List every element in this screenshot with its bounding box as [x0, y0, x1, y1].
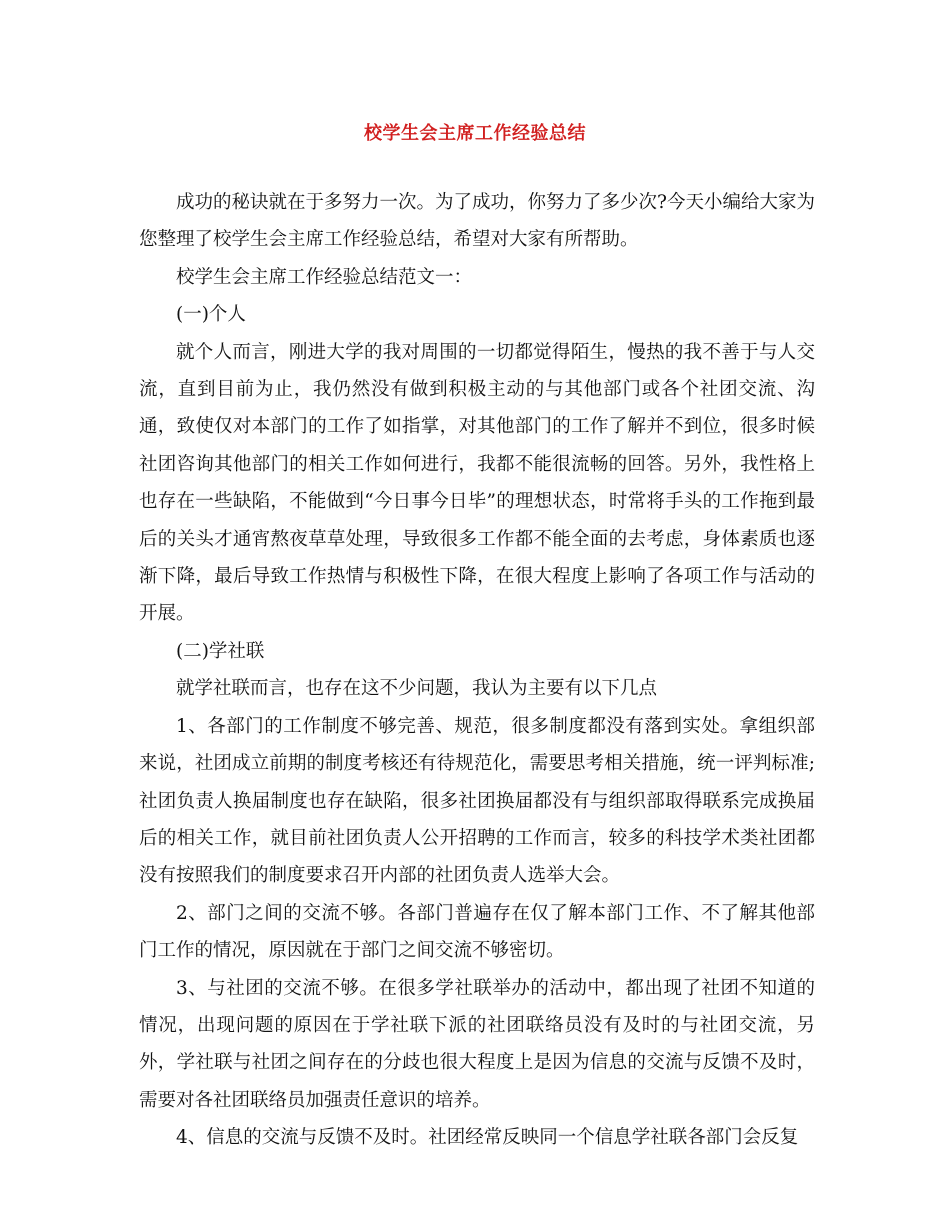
- paragraph-point-1: 1、各部门的工作制度不够完善、规范，很多制度都没有落到实处。拿组织部来说，社团成立前期的制度考核还有待规范化，需要思考相关措施，统一评判标准;社团负责人换届制度也存在缺陷，很多社团换届都没有与组织部取得联系完成换届后的相关工作，就目前社团负责人公开招聘的工作而言，较多的科技学术类社团都没有按照我们的制度要求召开内部的社团负责人选举大会。: [139, 715, 815, 887]
- paragraph-point-4: 4、信息的交流与反馈不及时。社团经常反映同一个信息学社联各部门会反复: [176, 1127, 799, 1149]
- paragraph-sample-heading: 校学生会主席工作经验总结范文一：: [176, 266, 473, 288]
- paragraph-point-3: 3、与社团的交流不够。在很多学社联举办的活动中，都出现了社团不知道的情况，出现问题的原因在于学社联下派的社团联络员没有及时的与社团交流，另外，学社联与社团之间存在的分歧也很大程度上是因为信息的交流与反馈不及时，需要对各社团联络员加强责任意识的培养。: [139, 977, 815, 1111]
- document-body: [139, 184, 815, 1157]
- document-title: 校学生会主席工作经验总结: [364, 123, 586, 144]
- section-heading-union: (二)学社联: [176, 640, 265, 662]
- paragraph-point-2: 2、部门之间的交流不够。各部门普遍存在仅了解本部门工作、不了解其他部门工作的情况，原因就在于部门之间交流不够密切。: [139, 902, 815, 962]
- paragraph-personal: 就个人而言，刚进大学的我对周围的一切都觉得陌生，慢热的我不善于与人交流，直到目前为止，我仍然没有做到积极主动的与其他部门或各个社团交流、沟通，致使仅对本部门的工作了如指掌，对其他部门的工作了解并不到位，很多时候社团咨询其他部门的相关工作如何进行，我都不能很流畅的回答。另外，我性格上也存在一些缺陷，不能做到“今日事今日毕”的理想状态，时常将手头的工作拖到最后的关头才通宵熬夜草草处理，导致很多工作都不能全面的去考虑，身体素质也逐渐下降，最后导致工作热情与积极性下降，在很大程度上影响了各项工作与活动的开展。: [139, 341, 815, 625]
- paragraph-intro: 成功的秘诀就在于多努力一次。为了成功，你努力了多少次?今天小编给大家为您整理了校学生会主席工作经验总结，希望对大家有所帮助。: [139, 192, 815, 251]
- paragraph-union-intro: 就学社联而言，也存在这不少问题，我认为主要有以下几点: [176, 678, 658, 700]
- section-heading-personal: (一)个人: [176, 304, 246, 326]
